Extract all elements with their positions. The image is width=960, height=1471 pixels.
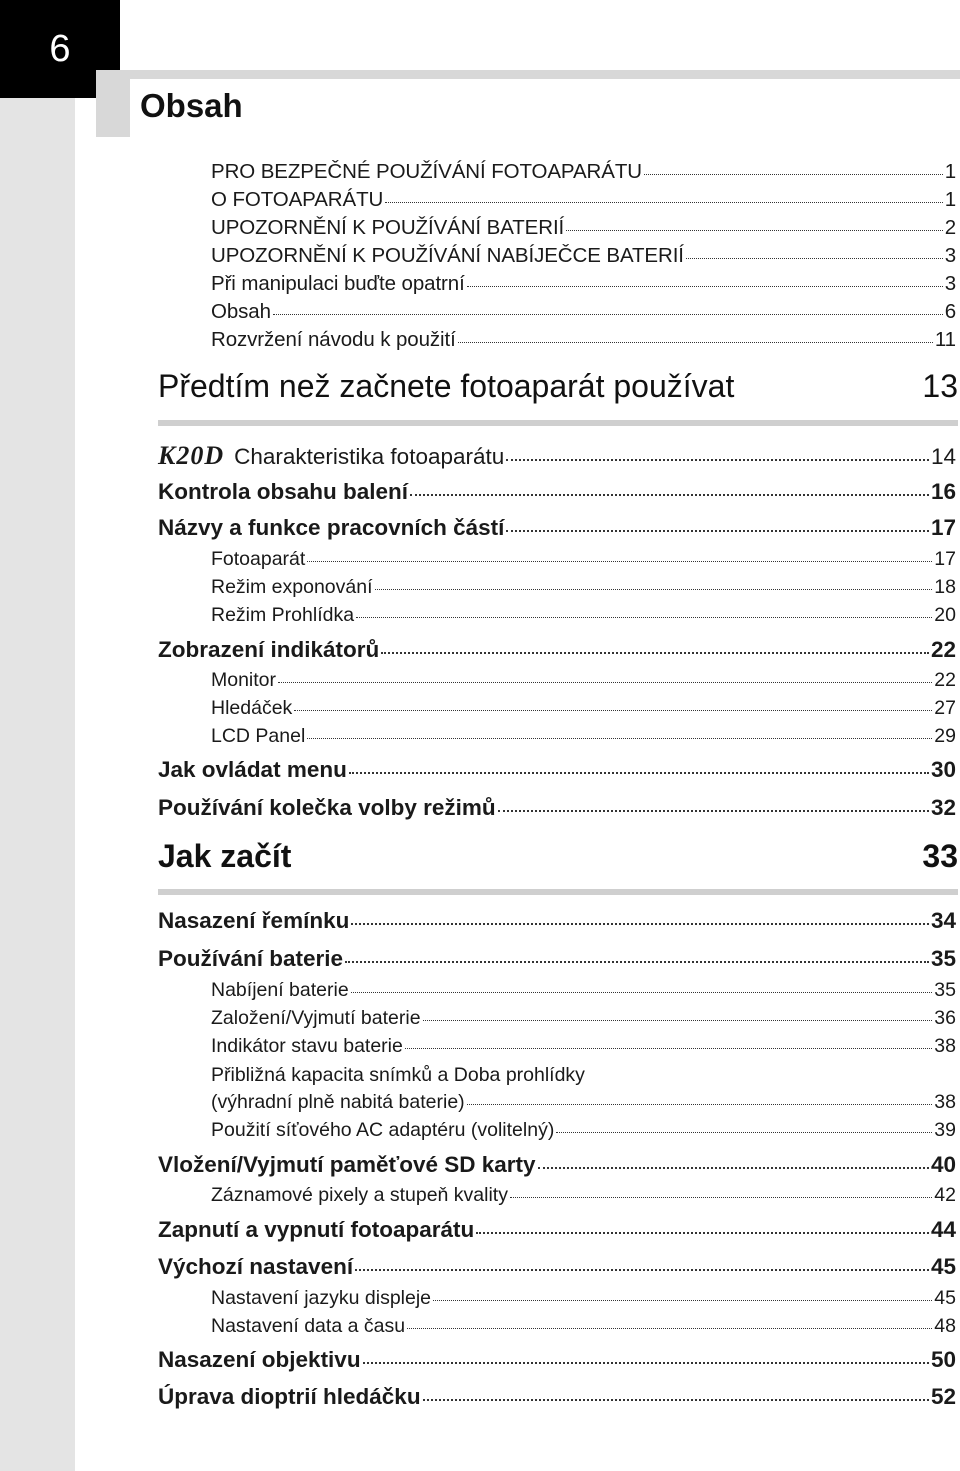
leader-dots (385, 202, 942, 203)
toc-subentry[interactable] (211, 1184, 956, 1207)
toc-entry-page: 44 (930, 1217, 956, 1242)
toc-entry-page: 45 (930, 1254, 956, 1279)
toc-entry-label: Používání kolečka volby režimů (158, 795, 496, 820)
toc-entry-page: 35 (934, 979, 956, 1001)
chapter-heading[interactable] (158, 838, 958, 875)
toc-subentry[interactable] (211, 604, 956, 627)
toc-entry-label: (výhradní plně nabitá baterie) (211, 1091, 465, 1113)
chapter-heading[interactable] (158, 368, 958, 405)
leader-dots (506, 530, 929, 532)
toc-entry-label: Režim Prohlídka (211, 604, 355, 626)
toc-entry[interactable] (158, 757, 956, 783)
leader-dots (644, 174, 943, 175)
leader-dots (356, 617, 932, 618)
toc-entry-label: Kontrola obsahu balení (158, 479, 409, 504)
toc-entry[interactable] (158, 908, 956, 934)
toc-entry-label: Obsah (211, 300, 271, 323)
toc-entry-page: 42 (934, 1184, 956, 1206)
toc-entry-label: Výchozí nastavení (158, 1254, 354, 1279)
leader-dots (506, 459, 929, 461)
toc-entry[interactable] (158, 515, 956, 541)
leader-dots (433, 1300, 932, 1301)
leader-dots (410, 494, 929, 496)
toc-entry[interactable] (158, 795, 956, 821)
toc-entry-page: 1 (944, 160, 956, 183)
toc-entry[interactable] (211, 300, 956, 324)
leader-dots (686, 258, 943, 259)
leader-dots (538, 1167, 929, 1169)
toc-entry-page: 14 (930, 444, 956, 469)
toc-entry-label: O FOTOAPARÁTU (211, 188, 384, 211)
toc-entry-page: 50 (930, 1347, 956, 1372)
toc-entry-label: Rozvržení návodu k použití (211, 328, 456, 351)
toc-entry[interactable] (158, 946, 956, 972)
chapter-rule (158, 889, 958, 895)
toc-entry-page: 35 (930, 946, 956, 971)
toc-entry-page: 3 (944, 244, 956, 267)
chapter-page: 33 (922, 838, 958, 874)
toc-entry[interactable] (158, 1152, 956, 1178)
leader-dots (381, 652, 929, 654)
toc-entry-label: Indikátor stavu baterie (211, 1035, 403, 1057)
toc-entry-label: Nasazení objektivu (158, 1347, 361, 1372)
toc-subentry[interactable] (211, 548, 956, 571)
toc-entry-page: 3 (944, 272, 956, 295)
toc-subentry[interactable] (211, 1119, 956, 1142)
chapter-title: Předtím než začnete fotoaparát používat (158, 368, 735, 404)
toc-entry-page: 45 (934, 1287, 956, 1309)
toc-entry-label: UPOZORNĚNÍ K POUŽÍVÁNÍ NABÍJEČCE BATERIÍ (211, 244, 684, 267)
toc-entry-page: 40 (930, 1152, 956, 1177)
toc-entry-page: 32 (930, 795, 956, 820)
toc-entry-label: Přibližná kapacita snímků a Doba prohlídky (211, 1064, 585, 1086)
toc-subentry[interactable] (211, 1035, 956, 1058)
leader-dots (498, 810, 929, 812)
toc-entry[interactable] (211, 328, 956, 352)
toc-entry-label: Používání baterie (158, 946, 344, 971)
toc-subentry-wrapped-line[interactable] (211, 1061, 956, 1089)
toc-entry-label: Názvy a funkce pracovních částí (158, 515, 505, 540)
toc-entry-label: Zobrazení indikátorů (158, 637, 380, 662)
toc-entry-label: Nastavení jazyku displeje (211, 1287, 432, 1309)
toc-entry-page: 16 (930, 479, 956, 504)
toc-entry-page: 38 (934, 1035, 956, 1057)
toc-subentry[interactable] (211, 979, 956, 1002)
toc-entry-page: 29 (934, 725, 956, 747)
toc-entry-label: Nastavení data a času (211, 1315, 406, 1337)
toc-subentry[interactable] (211, 669, 956, 692)
toc-entry[interactable] (211, 244, 956, 268)
toc-entry-page: 22 (934, 669, 956, 691)
leader-dots (566, 230, 943, 231)
toc-entry-label: Zapnutí a vypnutí fotoaparátu (158, 1217, 475, 1242)
leader-dots (278, 682, 932, 683)
toc-subentry[interactable] (211, 725, 956, 748)
toc-entry-label: K20D Charakteristika fotoaparátu (158, 441, 505, 470)
toc-entry-page: 48 (934, 1315, 956, 1337)
leader-dots (510, 1197, 932, 1198)
toc-entry-page: 20 (934, 604, 956, 626)
toc-entry[interactable] (211, 272, 956, 296)
leader-dots (405, 1048, 932, 1049)
toc-entry[interactable] (211, 188, 956, 212)
toc-entry-page: 30 (930, 757, 956, 782)
toc-subentry[interactable] (211, 1007, 956, 1030)
toc-entry-page: 1 (944, 188, 956, 211)
toc-entry[interactable] (158, 1217, 956, 1243)
toc-entry-label: Založení/Vyjmutí baterie (211, 1007, 421, 1029)
leader-dots (556, 1132, 932, 1133)
leader-dots (349, 772, 929, 774)
toc-entry-label: Vložení/Vyjmutí paměťové SD karty (158, 1152, 536, 1177)
leader-dots (423, 1399, 929, 1401)
toc-entry-label: Režim exponování (211, 576, 373, 598)
toc-entry[interactable] (158, 479, 956, 505)
toc-entry[interactable] (158, 1347, 956, 1373)
toc-subentry[interactable] (211, 1315, 956, 1338)
toc-entry-label: Monitor (211, 669, 277, 691)
leader-dots (345, 961, 929, 963)
toc-entry-page: 34 (930, 908, 956, 933)
page-number: 6 (0, 0, 120, 98)
leader-dots (458, 342, 933, 343)
toc-entry-label: Fotoaparát (211, 548, 306, 570)
toc-entry-page: 17 (934, 548, 956, 570)
leader-dots (375, 589, 933, 590)
toc-entry[interactable] (158, 1254, 956, 1280)
toc-entry[interactable] (158, 637, 956, 663)
leader-dots (355, 1269, 929, 1271)
leader-dots (423, 1020, 933, 1021)
toc-entry-label: Nasazení řemínku (158, 908, 350, 933)
leader-dots (294, 710, 932, 711)
toc-subentry[interactable] (211, 1091, 956, 1114)
toc-entry-label: LCD Panel (211, 725, 306, 747)
toc-entry-page: 39 (934, 1119, 956, 1141)
toc-entry-label: Nabíjení baterie (211, 979, 349, 1001)
leader-dots (307, 561, 932, 562)
toc-entry-label: Použití síťového AC adaptéru (volitelný) (211, 1119, 555, 1141)
chapter-title: Jak začít (158, 838, 292, 874)
leader-dots (467, 286, 943, 287)
toc-entry-page: 18 (934, 576, 956, 598)
toc-entry-page: 17 (930, 515, 956, 540)
toc-entry-page: 11 (934, 328, 956, 351)
toc-entry-label: Úprava dioptrií hledáčku (158, 1384, 421, 1409)
leader-dots (273, 314, 943, 315)
toc-entry-page: 22 (930, 637, 956, 662)
toc-entry[interactable] (211, 160, 956, 184)
toc-entry-page: 2 (944, 216, 956, 239)
toc-subentry[interactable] (211, 576, 956, 599)
chapter-page: 13 (922, 368, 958, 404)
toc-entry[interactable] (158, 441, 956, 471)
toc-entry-label: Hledáček (211, 697, 293, 719)
leader-dots (351, 923, 929, 925)
toc-entry-label: Záznamové pixely a stupeň kvality (211, 1184, 508, 1206)
toc-entry[interactable] (158, 1384, 956, 1410)
leader-dots (407, 1328, 932, 1329)
toc-entry-label: PRO BEZPEČNÉ POUŽÍVÁNÍ FOTOAPARÁTU (211, 160, 642, 183)
page-title: Obsah (140, 87, 243, 124)
leader-dots (476, 1232, 929, 1234)
toc-entry-label: Při manipulaci buďte opatrní (211, 272, 465, 295)
toc-entry-page: 52 (930, 1384, 956, 1409)
toc-entry-page: 6 (944, 300, 956, 323)
k20d-logo: K20D (158, 441, 225, 470)
toc-entry-page: 36 (934, 1007, 956, 1029)
toc-entry-label: Jak ovládat menu (158, 757, 347, 782)
leader-dots (363, 1362, 929, 1364)
toc-subentry[interactable] (211, 1287, 956, 1310)
leader-dots (351, 992, 933, 993)
leader-dots (307, 738, 932, 739)
toc-entry-page: 27 (934, 697, 956, 719)
chapter-rule (158, 420, 958, 426)
toc-subentry[interactable] (211, 697, 956, 720)
toc-entry[interactable] (211, 216, 956, 240)
leader-dots (467, 1104, 933, 1105)
toc-entry-label: UPOZORNĚNÍ K POUŽÍVÁNÍ BATERIÍ (211, 216, 565, 239)
toc-entry-page: 38 (934, 1091, 956, 1113)
